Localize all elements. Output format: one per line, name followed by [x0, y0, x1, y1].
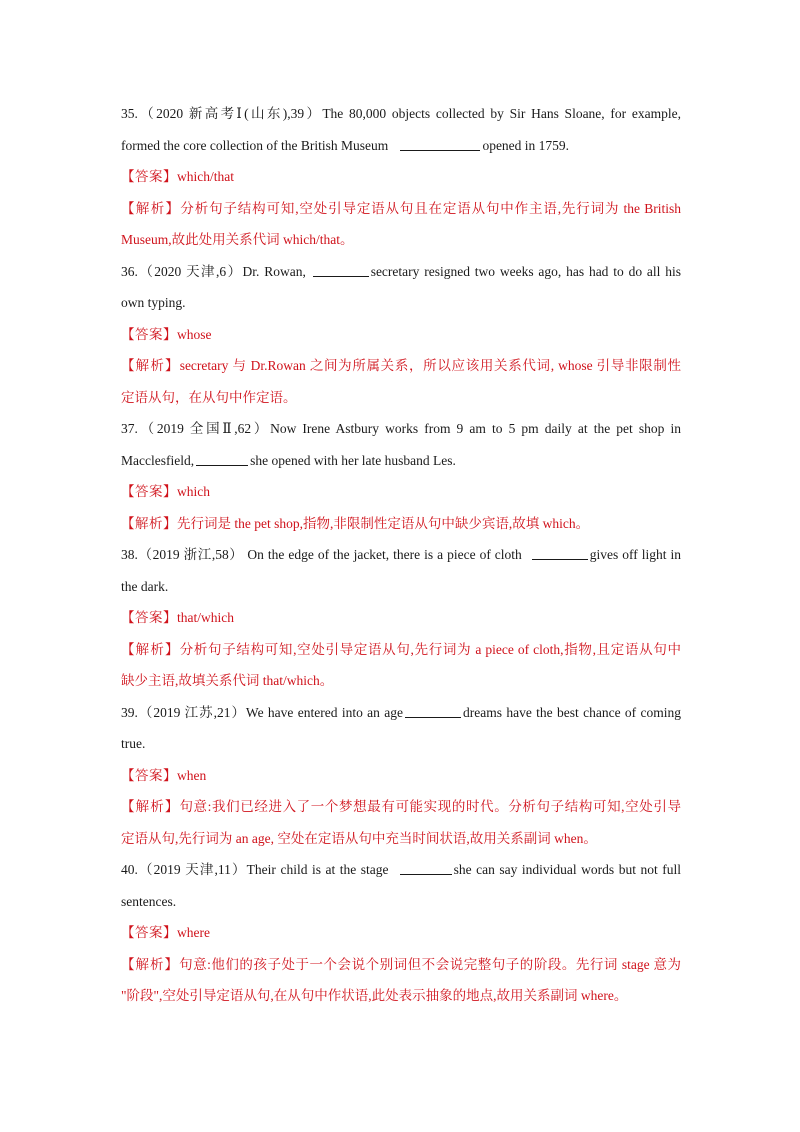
question-text-line: own typing.	[121, 295, 186, 310]
analysis-line: 【解析】句意:我们已经进入了一个梦想最有可能实现的时代。分析句子结构可知,空处引导	[121, 799, 681, 814]
question-38	[121, 539, 681, 697]
answer-blank	[400, 136, 480, 151]
question-text-line: 35.（2020 新高考Ⅰ(山东),39）The 80,000 objects collected by Sir Hans Sloane, for example,	[121, 106, 681, 121]
analysis-line: 【解析】secretary 与 Dr.Rowan 之间为所属关系，所以应该用关系代词, whose 引导非限制性	[121, 358, 681, 373]
analysis-line: 【解析】分析句子结构可知,空处引导定语从句,先行词为 a piece of cloth,指物,且定语从句中	[121, 641, 681, 657]
answer-blank	[405, 703, 461, 718]
question-text-line: formed the core collection of the British Museum opened in 1759.	[121, 137, 570, 153]
answer-text: which	[177, 484, 210, 499]
answer-text: that/which	[177, 610, 234, 625]
question-35	[121, 98, 681, 256]
answer-text: which/that	[177, 169, 234, 184]
answer-text: where	[177, 925, 210, 940]
answer-blank	[196, 451, 248, 466]
question-40	[121, 854, 681, 1012]
analysis-line: 定语从句,先行词为 an age, 空处在定语从句中充当时间状语,故用关系副词 when。	[121, 830, 597, 846]
analysis-line: 定语从句，在从句中作定语。	[121, 389, 297, 405]
question-text-line: sentences.	[121, 893, 177, 909]
question-text-line: 40.（2019 天津,11）Their child is at the stage she can say individual words but not full	[121, 862, 681, 877]
analysis-line: 缺少主语,故填关系代词 that/which。	[121, 673, 334, 688]
document-page	[121, 98, 681, 1012]
answer-line: 【答案】which/that	[121, 169, 234, 184]
analysis-line: "阶段",空处引导定语从句,在从句中作状语,此处表示抽象的地点,故用关系副词 where。	[121, 988, 628, 1003]
question-text-line: 36.（2020 天津,6）Dr. Rowan, secretary resigned two weeks ago, has had to do all his	[121, 263, 681, 279]
question-text-line: 37.（2019 全国Ⅱ,62）Now Irene Astbury works from 9 am to 5 pm daily at the pet shop in	[121, 421, 681, 436]
answer-line: 【答案】when	[121, 767, 207, 783]
analysis-line: Museum,故此处用关系代词 which/that。	[121, 232, 354, 247]
analysis-line: 【解析】句意:他们的孩子处于一个会说个别词但不会说完整句子的阶段。先行词 stage 意为	[121, 956, 681, 972]
analysis-line: 【解析】分析句子结构可知,空处引导定语从句且在定语从句中作主语,先行词为 the British	[121, 200, 681, 216]
answer-text: when	[177, 767, 207, 783]
question-text-line: 38.（2019 浙江,58） On the edge of the jacket, there is a piece of cloth gives off light in	[121, 547, 681, 562]
question-37	[121, 413, 681, 539]
analysis-line: 【解析】先行词是 the pet shop,指物,非限制性定语从句中缺少宾语,故填 which。	[121, 515, 590, 531]
question-text-line: true.	[121, 736, 146, 751]
question-text-line: Macclesfield, she opened with her late husband Les.	[121, 452, 456, 468]
answer-blank	[400, 860, 452, 875]
question-text-line: the dark.	[121, 578, 169, 594]
answer-line: 【答案】that/which	[121, 610, 234, 625]
answer-text: whose	[177, 326, 212, 342]
answer-blank	[313, 262, 369, 277]
question-36	[121, 256, 681, 414]
answer-line: 【答案】where	[121, 925, 210, 940]
question-text-line: 39.（2019 江苏,21）We have entered into an age dreams have the best chance of coming	[121, 704, 681, 720]
answer-line: 【答案】whose	[121, 326, 212, 342]
question-39	[121, 697, 681, 855]
answer-blank	[532, 545, 588, 560]
answer-line: 【答案】which	[121, 484, 210, 499]
